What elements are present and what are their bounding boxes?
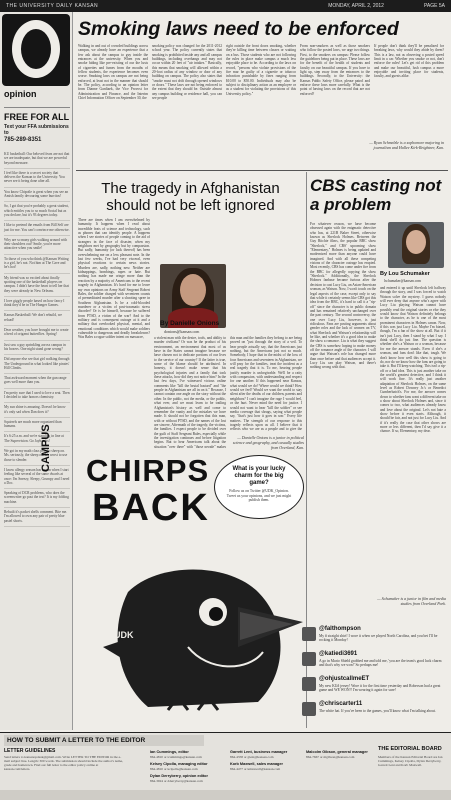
letter-guidelines-text: Send letters to kansanopdesk@gmail.com. Write LETTER TO THE EDITOR in the e-mail subject line. Length: 300 words. The submission should include the author's name, grade and hometown. Find our full letter to the editor policy online at kansan.com/letters. xyxy=(4,755,123,772)
page-header-strip xyxy=(0,0,451,12)
paper-name: THE UNIVERSITY DAILY KANSAN xyxy=(6,3,99,9)
chirps-label: CHIRPS xyxy=(86,453,210,488)
free-for-all-phone: 785-289-8351 xyxy=(4,137,42,143)
smoking-credit: — Ryan Schmelzle is a sophomore majoring in journalism and Hallee Kirk-Reightner, Kan. xyxy=(369,140,444,150)
article-column: If people don't think they'll be penalized for breaking laws, why would they abide by them? This is a law, not as observing a posted speed limit in a car. Whether you smoke or not, don't enforce the rules! Let's get rid of this problem and make our beautiful, lush campus a more enjoyable and inviting place for students, faculty, and guests alike. xyxy=(374,44,444,79)
article-column: For whatever reason, we have become obsessed again with the enigmatic detective who has, at 221B Baker Street, otherwise known as Sherlock Holmes. Between the Guy Ritchie films, the popular BBC show "Sherlock," and CBS' upcoming show "Elementary," Holmes is being updated and modernized more than anyone could have imagined. And with all these competing visions of the character outrage has erupted. Most recently, CBS has come under fire from the BBC for allegedly copying the show "Sherlock." Additionally, the Sherlock Holmes fanbase became furious after the decision to cast Lucy Liu, an Asian-American woman, as Watson. Now, I won't touch on the legal aspects of the case, except only to say that while it certainly seems like CBS got this idea from the BBC, it's hard to call it a "rip-off" since the character is in public domain and has remained relatively unchanged over the past century. The second controversy, the one over Lucy Liu, however, is just ridiculous. Fans are posting arguments about gender roles and the lack of women on TV, what Sherlock and Watson's relationship will be like, and whether it's a good idea to make the show a romance. Liu is what they suggest the CBS is somehow hoping to make money off the romance angle of the character. I will argue that Watson's role has changed more than once before and that audiences accept it. Lucy Liu can play Watson, and there's nothing wrong with that. xyxy=(310,222,376,370)
udk-tag: UDK xyxy=(114,630,134,640)
staff-name: Kelsey Cipolla, managing editor xyxy=(150,762,208,766)
tweet-handle: @falthompson xyxy=(319,626,361,632)
list-item: So, I got that you're probably a great student, which entitles you to so much Social but as you declare, but it's 93 degrees today. xyxy=(4,202,70,221)
avatar xyxy=(302,627,316,641)
staff-contact: 864-4358 or glent@kansan.com xyxy=(230,755,274,759)
list-item: Just saw a guy sprinkling across campus in his boxers. One night stand gone wrong? xyxy=(4,341,70,356)
article-column: right outside the front doors smoking, whether they're killing time between classes or waiting on a bus. Those students who are not following the rules in place make campus a much less enjoyable place to be. According to the laws on record, "persons who violate provisions of the fire mar be guilty of a cigarette or tobacco infraction punishable by fines ranging from $10.00 to $50.00. Individuals may also be subject to disciplinary action as an employee or as a student for violating the provisions of this University policy." xyxy=(226,44,296,96)
article-column: and entered it up until Sherlock left halfway through the story, and I was forced to watch Watson solve the mystery. I guess nobody will ever deny that anyone who's agree with Lucy Liu playing Watson cannot have possibly read the original stories or else they would know that Watson definitely belongs to the character, as he is one of the most prominent characters in Holmes canon. Now, if this was just Lucy Liu. Maybe I'm biased, though, I'm a fan of the show at all. But if it isn't just Lucy, then I stand by what I say. I think she'll do just fine. The question is whether she's a Watson or a woman, because for me the answer stands. Even if she's a woman, and fans don't like that, tough. We don't know how well this show is going to do, nor do we know how the fans are going to take it. But I'll keep watching. This isn't a rip-off or a bad idea. This is just another take on the world's greatest detective, and I think it will work fine. It's really just another adaptation of Sherlock Holmes, on the same level as Robert Downey Jr.'s or Benedict Cumberbatch's. For me, the answer comes down to whether fans want a different take on a show about Sherlock Holmes and, since it comes to two, what audiences already know and love about the original. Let's not hate a show before it even starts. Although, it should be fair, and not just for Lucy Liu. And if it's really the case that other shows are more or less different, then I'd say give it a chance. If so, Elementary, my dear. xyxy=(380,286,446,434)
submit-letter-heading: HOW TO SUBMIT A LETTER TO THE EDITOR xyxy=(4,735,204,746)
list-item: KU basketball: Our beloved fears are not that we are inadequate, but that we are powerful beyond measure. xyxy=(4,150,70,169)
article-column: smoking policy was changed for the 2011-2012 school year. The policy currently states that smoking is prohibited inside any and all campus buildings, including overhangs and may not occur within 20 feet of "air intakes." Basically, this means that smoking will allowed within a 20-foot radius of any window or door of any building on campus. The policy also states that "smoke must not drift through opened windows or doors." These laws are not being enforced to the extent that they should be. Outside almost any campus building or residence hall, you can see people xyxy=(152,44,222,101)
avatar xyxy=(302,702,316,716)
list-item: It's 6:25 a.m. and we're standing in line at The Supervision. Go Jayhawks! xyxy=(4,432,70,447)
list-item: Speaking of DCR problems, who does the screenwriter go past the test? It is my folding machine. xyxy=(4,489,70,508)
staff-contact: 864-3924 or dderryberry@kansan.com xyxy=(150,779,203,783)
letter-guidelines-title: LETTER GUIDELINES xyxy=(4,748,56,754)
article-column: From non-smokers as well as those smokers who follow the posted laws, we urge two things. First, to the smokers on campus: Please follow the guidelines being put in place. These laws are for the benefit of the health of students and faculty on our beautiful campus. If you have to light up, step away from the entrances to the buildings. Secondly, to the University: the Kansas Public Safety Office, please patrol and enforce these laws more carefully. What is the point of having laws on the record that are not enforced? xyxy=(300,44,370,96)
list-item: I'm pretty sure that I used to love a seat. Then I decided to take honors chemistry. xyxy=(4,389,70,404)
staff-name: Malcolm Gibson, general manager xyxy=(306,750,368,754)
staff-contact: 864-4477 or kmaxwell@kansan.com xyxy=(230,767,281,771)
author-email: lschumaker@kansan.com xyxy=(384,279,421,283)
list-item xyxy=(302,676,447,699)
tweet-handle: @chriscarter11 xyxy=(319,701,363,707)
list-item xyxy=(302,701,447,724)
staff-contact: 864-4810 or icummings@kansan.com xyxy=(150,755,202,759)
opinion-o-logo xyxy=(2,14,70,86)
speech-bubble xyxy=(214,455,304,519)
list-item: Why are so many girls walking around with their shoulders out? Smile, you're more attractive when you smile! xyxy=(4,236,70,255)
list-item: Dear weather, you have brought me to create a herd of origami butterflies. Spring! xyxy=(4,326,70,341)
staff-name: Ian Cummings, editor xyxy=(150,750,189,754)
free-for-all-sub: Text your FFA submissions to xyxy=(4,124,69,136)
list-item: I love giggly people based on how fancy I think they'd be in The Hunger Games. xyxy=(4,297,70,312)
free-for-all-list xyxy=(4,150,70,527)
list-item: Did anyone else see that girl walking through The Underground in what looked like pirates' Hill Climbs. xyxy=(4,355,70,374)
smoking-headline: Smoking laws need to be enforced xyxy=(78,18,399,40)
avatar xyxy=(302,677,316,691)
bottom-strip xyxy=(0,790,451,800)
back-label: BACK xyxy=(92,487,210,529)
list-item: I feel like there is a secret society that delivers the Kansan to the University. You never see it being done after all. xyxy=(4,169,70,188)
staff-name: Garrett Lent, business manager xyxy=(230,750,288,754)
list-item: My sun shine is amazing. Doesn't he know it's only sad when Dan does it? xyxy=(4,403,70,418)
section-divider xyxy=(76,170,448,171)
tweet-text: A go in Mario Shield grabbed me and told me, 'you are the team's good luck charm and that's why we won!' So perhaps me! xyxy=(319,659,442,668)
list-item: To those of you who think @Kansan Writing is a girl, he's not. Not him at The Cave and he's hot! xyxy=(4,255,70,274)
article-column: this man and the families they belong to are being proved on "just through the story of a veil. To hear people actually say, that the Americans just nothing, but the Americans just not so much. Somebody, I hope that in the midst of the loss of four Americans and seventeen in Afghanistan, we will pray for the families, treat the incident as a real tragedy that it is. To me, hearing people justify murder is unforgivable. We'll be a ratty with compassion, with understanding and respect for one another. If this happened near Kansas, what would we do? Where would we think? How would we feel? Would we want the world to stay silent after the deaths of our children, parents and neighbors? I can't imagine the rage I would feel, or the hurt. Never mind the need for justice. I would not want to hear "kill the soldier" or see media coverage that shrugs, saying what people say, "that's just how it goes in war." Every life matters. The strength of our response to this tragedy reflects upon us all. I believe that it reflects who we are as a people and to give the xyxy=(230,336,302,432)
list-item: That awkward moment when the gun range goes well more than you. xyxy=(4,374,70,389)
list-item: We got in my math class psycho sheep on. Ms. seriously, the sheep on. It's worst to use those to slender. xyxy=(4,447,70,466)
free-for-all-title: FREE FOR ALL xyxy=(4,107,70,122)
list-item: I know allergy season has begun when I start feeling like several of the same dwarfs at once: I'm Sneezy, Sleepy, Grumpy and I need a Doc. xyxy=(4,466,70,489)
cbs-credit: — Schumaker is a junior in film and media studies from Overland Park. xyxy=(377,596,446,606)
author-byline: By Lou Schumaker xyxy=(380,271,430,277)
tweet-text: The white hat. If you've been to the games, you'll know what I'm talking about. xyxy=(319,709,436,713)
article-column: a violent man with the desire, tools, and ability to murder civilians? Or was he the product of his environment, an environment that most of us have in the States cannot imagine because we have chosen not to dedicate portions of our lives to the service of our country? If the latter is true, some of the blame should be attributed. In honesty, it doesn't make sense that his psychological injuries and a family that took these attacks, how did they not notice him? In the last few days, I've witnessed vicious online comments like "kill the brutal bastard" and "the people in Afghanistan are all in on it." Because, I cannot contain one angle on the story without the other. In the public, not the media, or the public, what ever, and we must learn to be trailing Afghanistan's history as well and come to remember the vanity and the mistakes we have made. It should not be forgotten that this man, with or without PTSD, and the names of the lost are sincere, Aftermath of the tragedy, the victims, the families. I expect people to be divided over the guilt of Staff Sergeant Bales, especially while the investigation continues and before litigation begins. But to hear Americans talk about the situation "over there" with "those people" makes xyxy=(154,336,226,448)
staff-contact: 864-4810 or kcipolla@kansan.com xyxy=(150,767,198,771)
list-item: Rebuilt it's packet shells comment. Bite me. I'm allowed to own any pair of pretty blue pastel shorts. xyxy=(4,508,70,527)
list-item xyxy=(302,626,447,649)
author-byline: By Danielle Onions xyxy=(160,320,220,327)
list-item: My friend was so excited about finally spotting one of the basketball players on campus. I didn't have the heart to tell her that they were already in New Orleans. xyxy=(4,274,70,297)
editorial-board-title: THE EDITORIAL BOARD xyxy=(378,746,442,752)
staff-contact: 864-7667 or mgibson@kansan.com xyxy=(306,755,355,759)
afghanistan-credit: — Danielle Onions is a junior in political science and geography, and casually studies from Overland, Kan. xyxy=(232,435,304,450)
list-item: You know Chipotle is great when you see an Amish family devouring some burritos! xyxy=(4,188,70,203)
avatar xyxy=(302,652,316,666)
cbs-headline: CBS casting not a problem xyxy=(310,176,442,214)
section-label: opinion xyxy=(4,89,37,99)
afghanistan-headline: The tragedy in Afghanistan should not be left ignored xyxy=(101,180,280,214)
list-item: Kansas Basketball: We don't rebuild, we reload! xyxy=(4,311,70,326)
author-email: donions@kansan.com xyxy=(164,329,200,334)
list-item: Squirrels are much more organized than humans. xyxy=(4,418,70,433)
staff-name: Korb Maxwell, sales manager xyxy=(230,762,283,766)
campus-label: CAMPUS xyxy=(40,424,52,472)
author-photo xyxy=(160,264,226,328)
tweet-handle: @ohjustcallmeET xyxy=(319,676,370,682)
chirps-question: What is your lucky charm for the big game? xyxy=(232,466,286,486)
staff-name: Dylan Derryberry, opinion editor xyxy=(150,774,208,778)
article-column: There are times when I am overwhelmed by humanity. It happens when I read about incredible feats of science and technology, such as phones that can identify people. A happens when I see stories of people coming to the aid of strangers in the face of disaster, when my neighbors met by geography but by compassion. But sadly, humanity (or lack thereof) has been overwhelming me on a less pleasant note. In the last few weeks, I've had very visceral, even physical reactions to certain news stories. Murders are, sadly, nothing new. Neither are kidnappings, bombings, rapes or hate. But nothing has made me cringe more than the reaction by a majority of Americans to the recent tragedy in Afghanistan. It's hard for me to leave my own opinions on Army Staff Sergeant Robert Bales, the soldier charged with seventeen counts of premeditated murder after a shooting spree in Southern Afghanistan. Is he a cold-blooded murderer or a victim of post-traumatic stress disorder? Or is he himself, because he suffered from PTSD, a victim of the war? And to the military and is consequent outrage at it and a military that overlooked physical, mental, and emotional conditions which would make soldiers vulnerable to dangerous and deadly breakdowns? Was Bales a rogue soldier intent on massacre, xyxy=(78,218,150,340)
list-item: I like to pretend the emails from Bill Self are just for me. You can't convince me otherwise. xyxy=(4,221,70,236)
tweet-text: My new KU# jersey! Wore it for the first time yesterday and Roberson had a great game and WE WON!! I'm wearing it again for sure! xyxy=(319,684,441,693)
editorial-board-text: Members of the Kansan Editorial Board are Ian Cummings, Kelsey Cipolla, Dylan Derryberry, Garrett Lent and Korb Maxwell. xyxy=(378,755,443,768)
left-column xyxy=(0,12,73,730)
tweet-text: My # straight shirt! I wore it when we played North Carolina, and you bet I'll be rocking it Monday! xyxy=(319,634,438,643)
page-number: PAGE 5A xyxy=(423,3,445,9)
tweet-list xyxy=(302,626,447,726)
tweet-handle: @katiedi3691 xyxy=(319,651,358,657)
article-column: Walking in and out of crowded buildings across campus, we already have an experience that a few ask about the campus to guy inside the entrances at the university. When you and smoke hiding like pre-existing of our the lusts of cigarettes and fumes from the mouths of fellow students, the experience becomes even worse. Smoking laws on campus are not being enforced, at least not in the manner that should be. The policy, according to an opinion letter from Dianne Gardiaek, the Vice Provost for Administration and Finance, and the Interim Chief Information Officer on September 30, the xyxy=(78,44,148,101)
list-item xyxy=(302,651,447,674)
issue-date: MONDAY, APRIL 2, 2012 xyxy=(328,3,384,9)
chirps-description: Follow us on Twitter @UDK_Opinion. Tweet us your opinions, and we just might publish them. xyxy=(226,489,292,502)
